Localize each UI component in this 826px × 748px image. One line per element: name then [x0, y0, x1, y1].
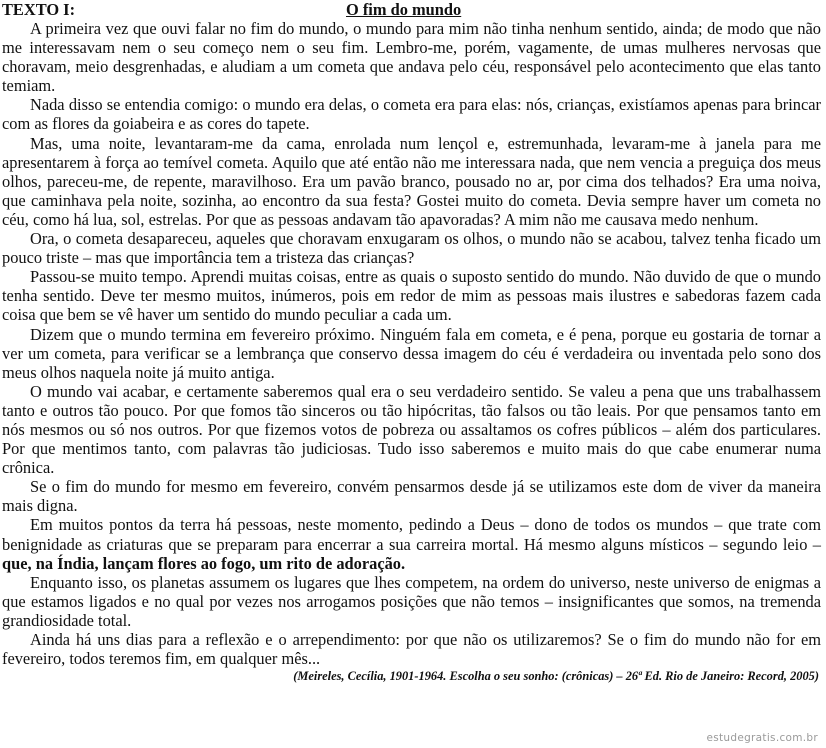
paragraph-9 — [2, 515, 821, 572]
paragraph-9-text: Em muitos pontos da terra há pessoas, neste momento, pedindo a Deus – dono de todos os mundos – que trate com benignidade as criaturas que se preparam para encerrar a sua carreira mortal. Há mesmo alguns místicos – segundo leio – — [2, 515, 821, 554]
document-page — [2, 0, 821, 684]
paragraph-7: O mundo vai acabar, e certamente saberemos qual era o seu verdadeiro sentido. Se valeu a pena que uns trabalhassem tanto e outros tão pouco. Por que fomos tão sinceros ou tão hipócritas, tão falsos ou tão leais. Por que pensamos tanto em nós mesmos ou só nos outros. Por que fizemos votos de pobreza ou assaltamos os cofres públicos – além dos particulares. Por que mentimos tanto, com palavras tão judiciosas. Tudo isso saberemos e muito mais do que cabe enumerar numa crônica. — [2, 381, 821, 478]
paragraph-2: Nada disso se entendia comigo: o mundo era delas, o cometa era para elas: nós, crianças, existíamos apenas para brincar com as flores da goiabeira e as cores do tapete. — [2, 95, 821, 134]
paragraph-9-bold-text: que, na Índia, lançam flores ao fogo, um rito de adoração. — [2, 553, 406, 573]
citation: (Meireles, Cecília, 1901-1964. Escolha o seu sonho: (crônicas) – 26ª Ed. Rio de Janeiro: Record, 2005) — [293, 669, 819, 684]
document-header — [2, 0, 821, 19]
paragraph-3: Mas, uma noite, levantaram-me da cama, enrolada num lençol e, estremunhada, levaram-me à janela para me apresentarem à força ao temível cometa. Aquilo que até então não me interessara nada, que nem vencia a preguiça dos meus olhos, pareceu-me, de repente, maravilhoso. Era um pavão branco, pousado no ar, por cima dos telhados? Era uma noiva, que caminhava pela noite, sozinha, ao encontro da sua festa? Gostei muito do cometa. Devia sempre haver um cometa no céu, como há lua, sol, estrelas. Por que as pessoas andavam tão apavoradas? A mim não me causava medo nenhum. — [2, 133, 821, 229]
paragraph-5: Passou-se muito tempo. Aprendi muitas coisas, entre as quais o suposto sentido do mundo. Não duvido de que o mundo tenha sentido. Deve ter mesmo muitos, inúmeros, pois em redor de mim as pessoas mais ilustres e sabedoras fazem cada coisa que bem se vê haver um sentido do mundo peculiar a cada um. — [2, 267, 821, 325]
document-title: O fim do mundo — [346, 0, 462, 19]
watermark: estudegratis.com.br — [706, 732, 818, 744]
text-label: TEXTO I: — [2, 0, 76, 19]
paragraph-11: Ainda há uns dias para a reflexão e o arrependimento: por que não os utilizaremos? Se o fim do mundo não for em fevereiro, todos teremos fim, em qualquer mês... — [2, 630, 821, 669]
paragraph-10: Enquanto isso, os planetas assumem os lugares que lhes competem, na ordem do universo, neste universo de enigmas a que estamos ligados e no qual por vezes nos arrogamos posições que não temos – insignificantes que somos, na tremenda grandiosidade total. — [2, 572, 821, 630]
paragraph-8: Se o fim do mundo for mesmo em fevereiro, convém pensarmos desde já se utilizamos este dom de viver da maneira mais digna. — [2, 477, 821, 516]
paragraph-1: A primeira vez que ouvi falar no fim do mundo, o mundo para mim não tinha nenhum sentido, ainda; de modo que não me interessavam nem o seu começo nem o seu fim. Lembro-me, porém, vagamente, de umas mulheres nervosas que choravam, meio desgrenhadas, e aludiam a um cometa que andava pelo céu, responsável pelo acontecimento que elas tanto temiam. — [2, 19, 821, 96]
paragraph-6: Dizem que o mundo termina em fevereiro próximo. Ninguém fala em cometa, e é pena, porque eu gostaria de tornar a ver um cometa, para verificar se a lembrança que conservo dessa imagem do céu é verdadeira ou inventada pelo sono dos meus olhos naquela noite já muito antiga. — [2, 324, 821, 382]
paragraph-4: Ora, o cometa desapareceu, aqueles que choravam enxugaram os olhos, o mundo não se acabou, talvez tenha ficado um pouco triste – mas que importância tem a tristeza das crianças? — [2, 229, 821, 268]
